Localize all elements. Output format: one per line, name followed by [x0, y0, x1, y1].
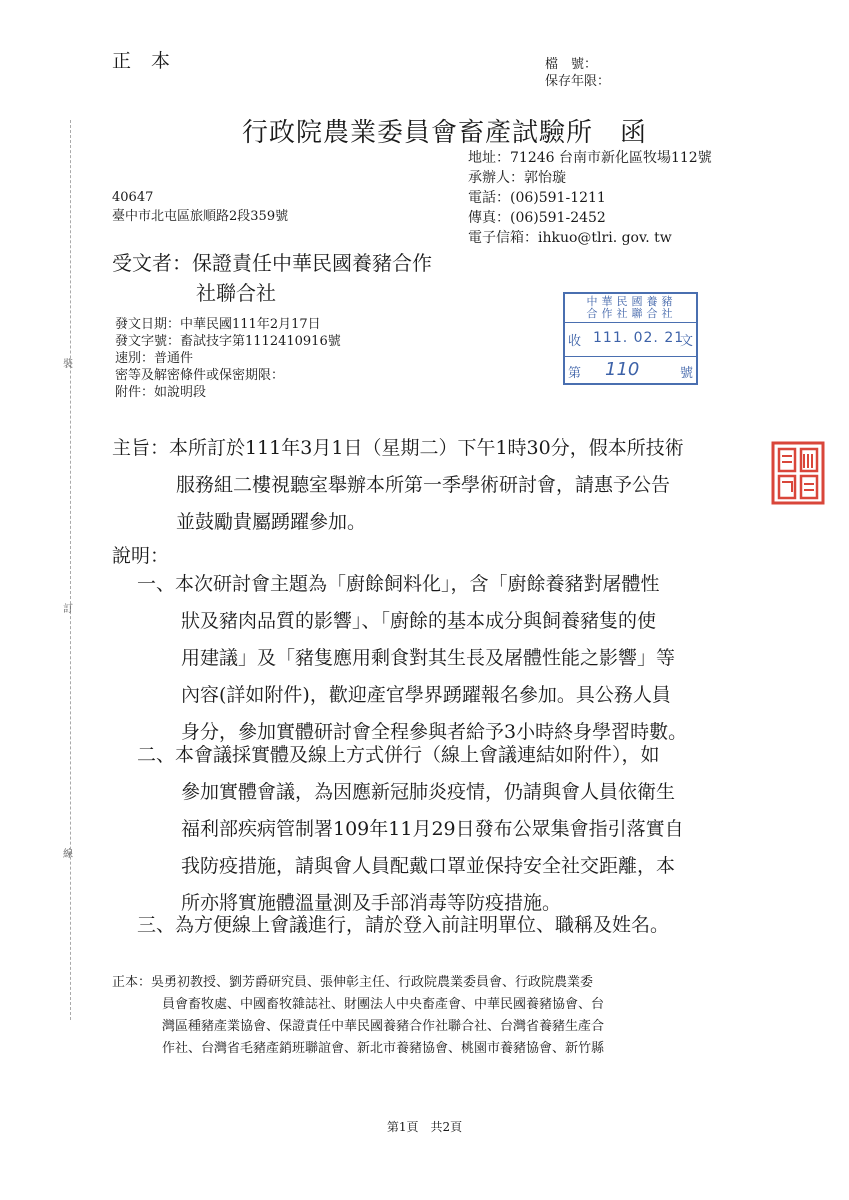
recipient-label: 受文者：	[112, 251, 192, 275]
item-line: 內容(詳如附件)，歡迎產官學界踴躍報名參加。具公務人員	[181, 684, 671, 706]
subject-line: 並鼓勵貴屬踴躍參加。	[176, 511, 367, 533]
cc-line: 員會畜牧處、中國畜牧雜誌社、財團法人中央畜產會、中華民國養豬協會、台	[162, 997, 605, 1012]
sender-address: 地址：71246 台南市新化區牧場112號	[468, 150, 712, 166]
archive-info	[545, 56, 610, 90]
stamp-no-left: 第	[568, 366, 582, 381]
item-line: 狀及豬肉品質的影響」、「廚餘的基本成分與飼養豬隻的使	[181, 610, 657, 632]
item-line: 我防疫措施，請與會人員配戴口罩並保持安全社交距離，本	[181, 855, 676, 877]
meta-number: 發文字號：畜試技字第1112410916號	[115, 334, 341, 349]
subject-line: 服務組二樓視聽室舉辦本所第一季學術研討會，請惠予公告	[176, 474, 671, 496]
recipient-address: 臺中市北屯區旅順路2段359號	[112, 209, 289, 224]
item-line: 一、本次研討會主題為「廚餘飼料化」，含「廚餘養豬對屠體性	[137, 573, 660, 595]
binding-mark-bottom: 線	[63, 849, 73, 860]
item-line: 二、本會議採實體及線上方式併行（線上會議連結如附件），如	[137, 744, 660, 766]
recipient-postal	[112, 188, 288, 226]
subject-section	[112, 430, 772, 541]
receipt-stamp	[563, 292, 698, 385]
subject-line: 主旨：本所訂於111年3月1日（星期二）下午1時30分，假本所技術	[112, 437, 684, 459]
recipient-name-line1: 保證責任中華民國養豬合作	[192, 251, 432, 275]
document-title: 行政院農業委員會畜產試驗所 函	[241, 118, 647, 148]
meta-secrecy: 密等及解密條件或保密期限：	[115, 368, 285, 383]
binding-mark-top: 裝	[63, 359, 73, 370]
stamp-org-line1: 中華民國養豬	[586, 295, 677, 308]
stamp-org-line2: 合作社聯合社	[586, 307, 677, 320]
binding-line	[70, 120, 71, 1020]
cc-line: 正本：吳勇初教授、劉芳爵研究員、張伸彰主任、行政院農業委員會、行政院農業委	[112, 975, 594, 990]
item-line: 所亦將實施體溫量測及手部消毒等防疫措施。	[181, 892, 562, 914]
item-line: 福利部疾病管制署109年11月29日發布公眾集會指引落實自	[181, 818, 684, 840]
explanation-item-1	[137, 566, 777, 751]
item-line: 三、為方便線上會議進行，請於登入前註明單位、職稱及姓名。	[137, 914, 670, 936]
sender-phone: 電話：(06)591-1211	[468, 190, 606, 206]
stamp-number-row	[565, 356, 696, 384]
cc-line: 灣區種豬產業協會、保證責任中華民國養豬合作社聯合社、台灣省養豬生產合	[162, 1019, 605, 1034]
meta-date: 發文日期：中華民國111年2月17日	[115, 317, 321, 332]
explanation-item-3	[137, 907, 777, 944]
document-meta	[115, 316, 341, 401]
stamp-date-row	[565, 322, 696, 355]
carbon-copy-list	[112, 972, 752, 1060]
explanation-item-2	[137, 737, 777, 922]
item-line: 參加實體會議，為因應新冠肺炎疫情，仍請與會人員依衛生	[181, 781, 676, 803]
stamp-no-right: 號	[679, 366, 693, 381]
red-seal-icon	[770, 440, 826, 506]
stamp-date: 111. 02. 21	[593, 330, 685, 346]
recipient-name-line2: 社聯合社	[196, 281, 276, 305]
item-line: 用建議」及「豬隻應用剩食對其生長及屠體性能之影響」等	[181, 647, 676, 669]
archive-retention: 保存年限：	[545, 74, 611, 89]
sender-handler: 承辦人：郭怡璇	[468, 170, 566, 186]
meta-attachment: 附件：如說明段	[115, 385, 207, 400]
archive-file-no: 檔 號：	[545, 57, 598, 72]
meta-speed: 速別：普通件	[115, 351, 194, 366]
recipient	[112, 248, 432, 308]
sender-email: 電子信箱：ihkuo@tlri. gov. tw	[468, 230, 672, 246]
binding-mark-middle: 訂	[63, 604, 73, 615]
page-number: 第1頁 共2頁	[386, 1120, 463, 1134]
cc-line: 作社、台灣省毛豬產銷班聯誼會、新北市養豬協會、桃園市養豬協會、新竹縣	[162, 1041, 605, 1056]
stamp-right-char: 文	[679, 334, 693, 349]
stamp-left-char: 收	[568, 334, 582, 349]
recipient-zip: 40647	[112, 190, 154, 205]
copy-type-mark: 正本	[112, 50, 191, 72]
item-line: 身分，參加實體研討會全程參與者給予3小時終身學習時數。	[181, 721, 688, 743]
explanation-label: 說明：	[112, 545, 170, 567]
stamp-number: 110	[605, 359, 640, 380]
sender-info	[468, 148, 712, 248]
sender-fax: 傳真：(06)591-2452	[468, 210, 606, 226]
